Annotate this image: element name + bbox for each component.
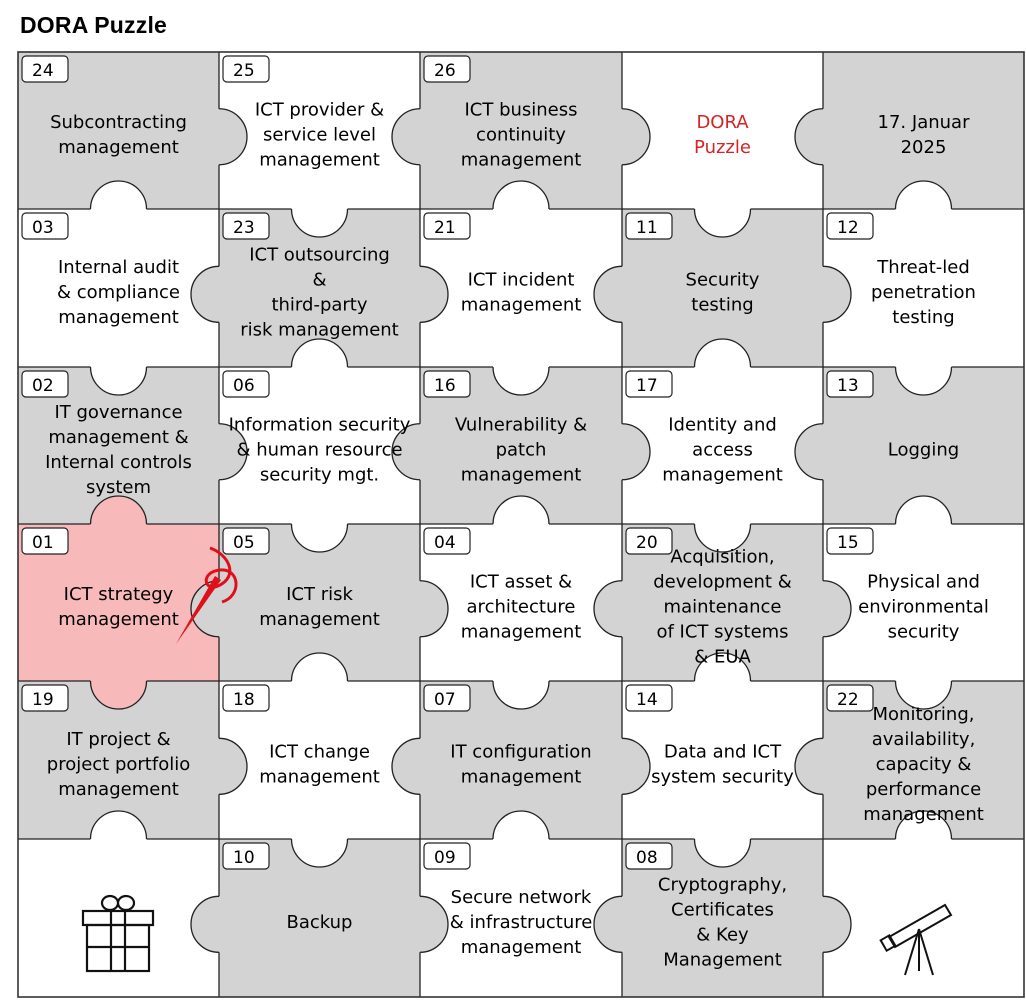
tile-label: penetration — [871, 282, 976, 304]
tile-label: environmental — [858, 596, 989, 618]
tile-label: & human resource — [236, 439, 403, 461]
tile-number: 20 — [636, 533, 658, 553]
tile-label: capacity & — [875, 754, 972, 776]
tile-label: management — [259, 149, 380, 171]
tile-number: 12 — [837, 218, 859, 238]
tile-number: 26 — [434, 61, 456, 81]
tile-label: Security — [685, 269, 760, 291]
tile-label: & Key — [696, 924, 749, 946]
tile-label: 17. Januar — [877, 112, 970, 134]
tile-label: IT configuration — [450, 741, 592, 763]
tile-label: testing — [691, 294, 754, 316]
tile-label: architecture — [466, 596, 576, 618]
tile-label: Management — [663, 949, 782, 971]
tile-label: Puzzle — [694, 137, 751, 159]
tile-number: 07 — [434, 690, 456, 710]
tile-label: management — [460, 464, 582, 486]
tile-label: project portfolio — [46, 754, 191, 776]
tile-label: IT governance — [54, 402, 183, 424]
tile-label: Information security — [228, 414, 411, 436]
tile-number: 02 — [32, 376, 54, 396]
tile-label: management — [863, 804, 984, 826]
tile-label: management — [259, 609, 380, 631]
tile-label: system — [85, 477, 152, 499]
tile-number: 13 — [837, 376, 859, 396]
tile-label: ICT risk — [286, 584, 353, 606]
tile-label: & — [312, 269, 327, 291]
tile-label: management — [259, 766, 380, 788]
tile-number: 09 — [434, 848, 456, 868]
tile-label: management — [58, 137, 179, 159]
tile-label: continuity — [476, 124, 566, 146]
tile-number: 23 — [233, 218, 255, 238]
tile-label: system security — [651, 766, 794, 788]
tile-number: 01 — [32, 533, 54, 553]
tile-label: management — [58, 307, 179, 329]
tile-label: management — [460, 294, 582, 316]
tile-label: ICT asset & — [469, 571, 573, 593]
tile-label: management — [460, 766, 582, 788]
puzzle-tile-bg — [18, 839, 219, 997]
tile-label: ICT strategy — [63, 584, 174, 606]
tile-label: & compliance — [56, 282, 181, 304]
tile-number: 16 — [434, 376, 456, 396]
tile-label: ICT business — [464, 99, 578, 121]
tile-number: 08 — [636, 848, 658, 868]
tile-label: performance — [865, 779, 982, 801]
tile-label: 2025 — [900, 137, 947, 159]
tile-label: testing — [892, 307, 955, 329]
tile-label: Acquisition, — [670, 546, 775, 568]
tile-number: 24 — [32, 61, 54, 81]
tile-label: Identity and — [668, 414, 777, 436]
tile-label: Physical and — [867, 571, 980, 593]
tile-label: ICT incident — [467, 269, 575, 291]
tile-label: availability, — [871, 729, 976, 751]
tile-label: management — [58, 779, 179, 801]
tile-label: risk management — [240, 319, 399, 341]
tile-number: 21 — [434, 218, 456, 238]
tile-label: IT project & — [66, 729, 171, 751]
tile-number: 05 — [233, 533, 255, 553]
tile-number: 17 — [636, 376, 658, 396]
tile-label: Certificates — [671, 899, 774, 921]
tile-label: ICT provider & — [254, 99, 385, 121]
tile-number: 11 — [636, 218, 658, 238]
tile-label: patch — [495, 439, 547, 461]
tile-label: Data and ICT — [663, 741, 782, 763]
tile-label: Secure network — [450, 887, 592, 909]
tile-label: Backup — [286, 912, 353, 934]
tile-label: & EUA — [694, 646, 751, 668]
tile-label: development & — [653, 571, 792, 593]
tile-label: management & — [48, 427, 189, 449]
tile-label: third-party — [271, 294, 368, 316]
tile-label: security — [887, 621, 960, 643]
tile-label: Vulnerability & — [454, 414, 588, 436]
tile-label: & infrastructure — [449, 912, 593, 934]
tile-label: management — [460, 621, 582, 643]
tile-label: management — [460, 937, 582, 959]
tile-label: security mgt. — [259, 464, 380, 486]
tile-label: maintenance — [663, 596, 782, 618]
tile-number: 19 — [32, 690, 54, 710]
tile-label: access — [692, 439, 753, 461]
tile-label: DORA — [696, 112, 749, 134]
tile-label: of ICT systems — [656, 621, 789, 643]
tile-label: service level — [262, 124, 377, 146]
tile-number: 18 — [233, 690, 255, 710]
tile-number: 03 — [32, 218, 54, 238]
tile-label: management — [460, 149, 582, 171]
tile-label: Subcontracting — [50, 112, 187, 134]
tile-label: Monitoring, — [872, 704, 975, 726]
tile-number: 15 — [837, 533, 859, 553]
tile-label: Internal controls — [45, 452, 192, 474]
tile-number: 22 — [837, 690, 859, 710]
tile-number: 10 — [233, 848, 255, 868]
tile-number: 04 — [434, 533, 456, 553]
tile-label: management — [662, 464, 783, 486]
tile-label: Threat-led — [877, 257, 970, 279]
tile-number: 25 — [233, 61, 255, 81]
tile-number: 14 — [636, 690, 658, 710]
page-title: DORA Puzzle — [20, 12, 168, 38]
tile-number: 06 — [233, 376, 255, 396]
tile-label: ICT outsourcing — [249, 244, 390, 266]
tile-label: Internal audit — [57, 257, 180, 279]
tile-label: Cryptography, — [657, 874, 788, 896]
tile-label: ICT change — [269, 741, 370, 763]
tile-label: management — [58, 609, 179, 631]
tile-label: Logging — [887, 439, 960, 461]
